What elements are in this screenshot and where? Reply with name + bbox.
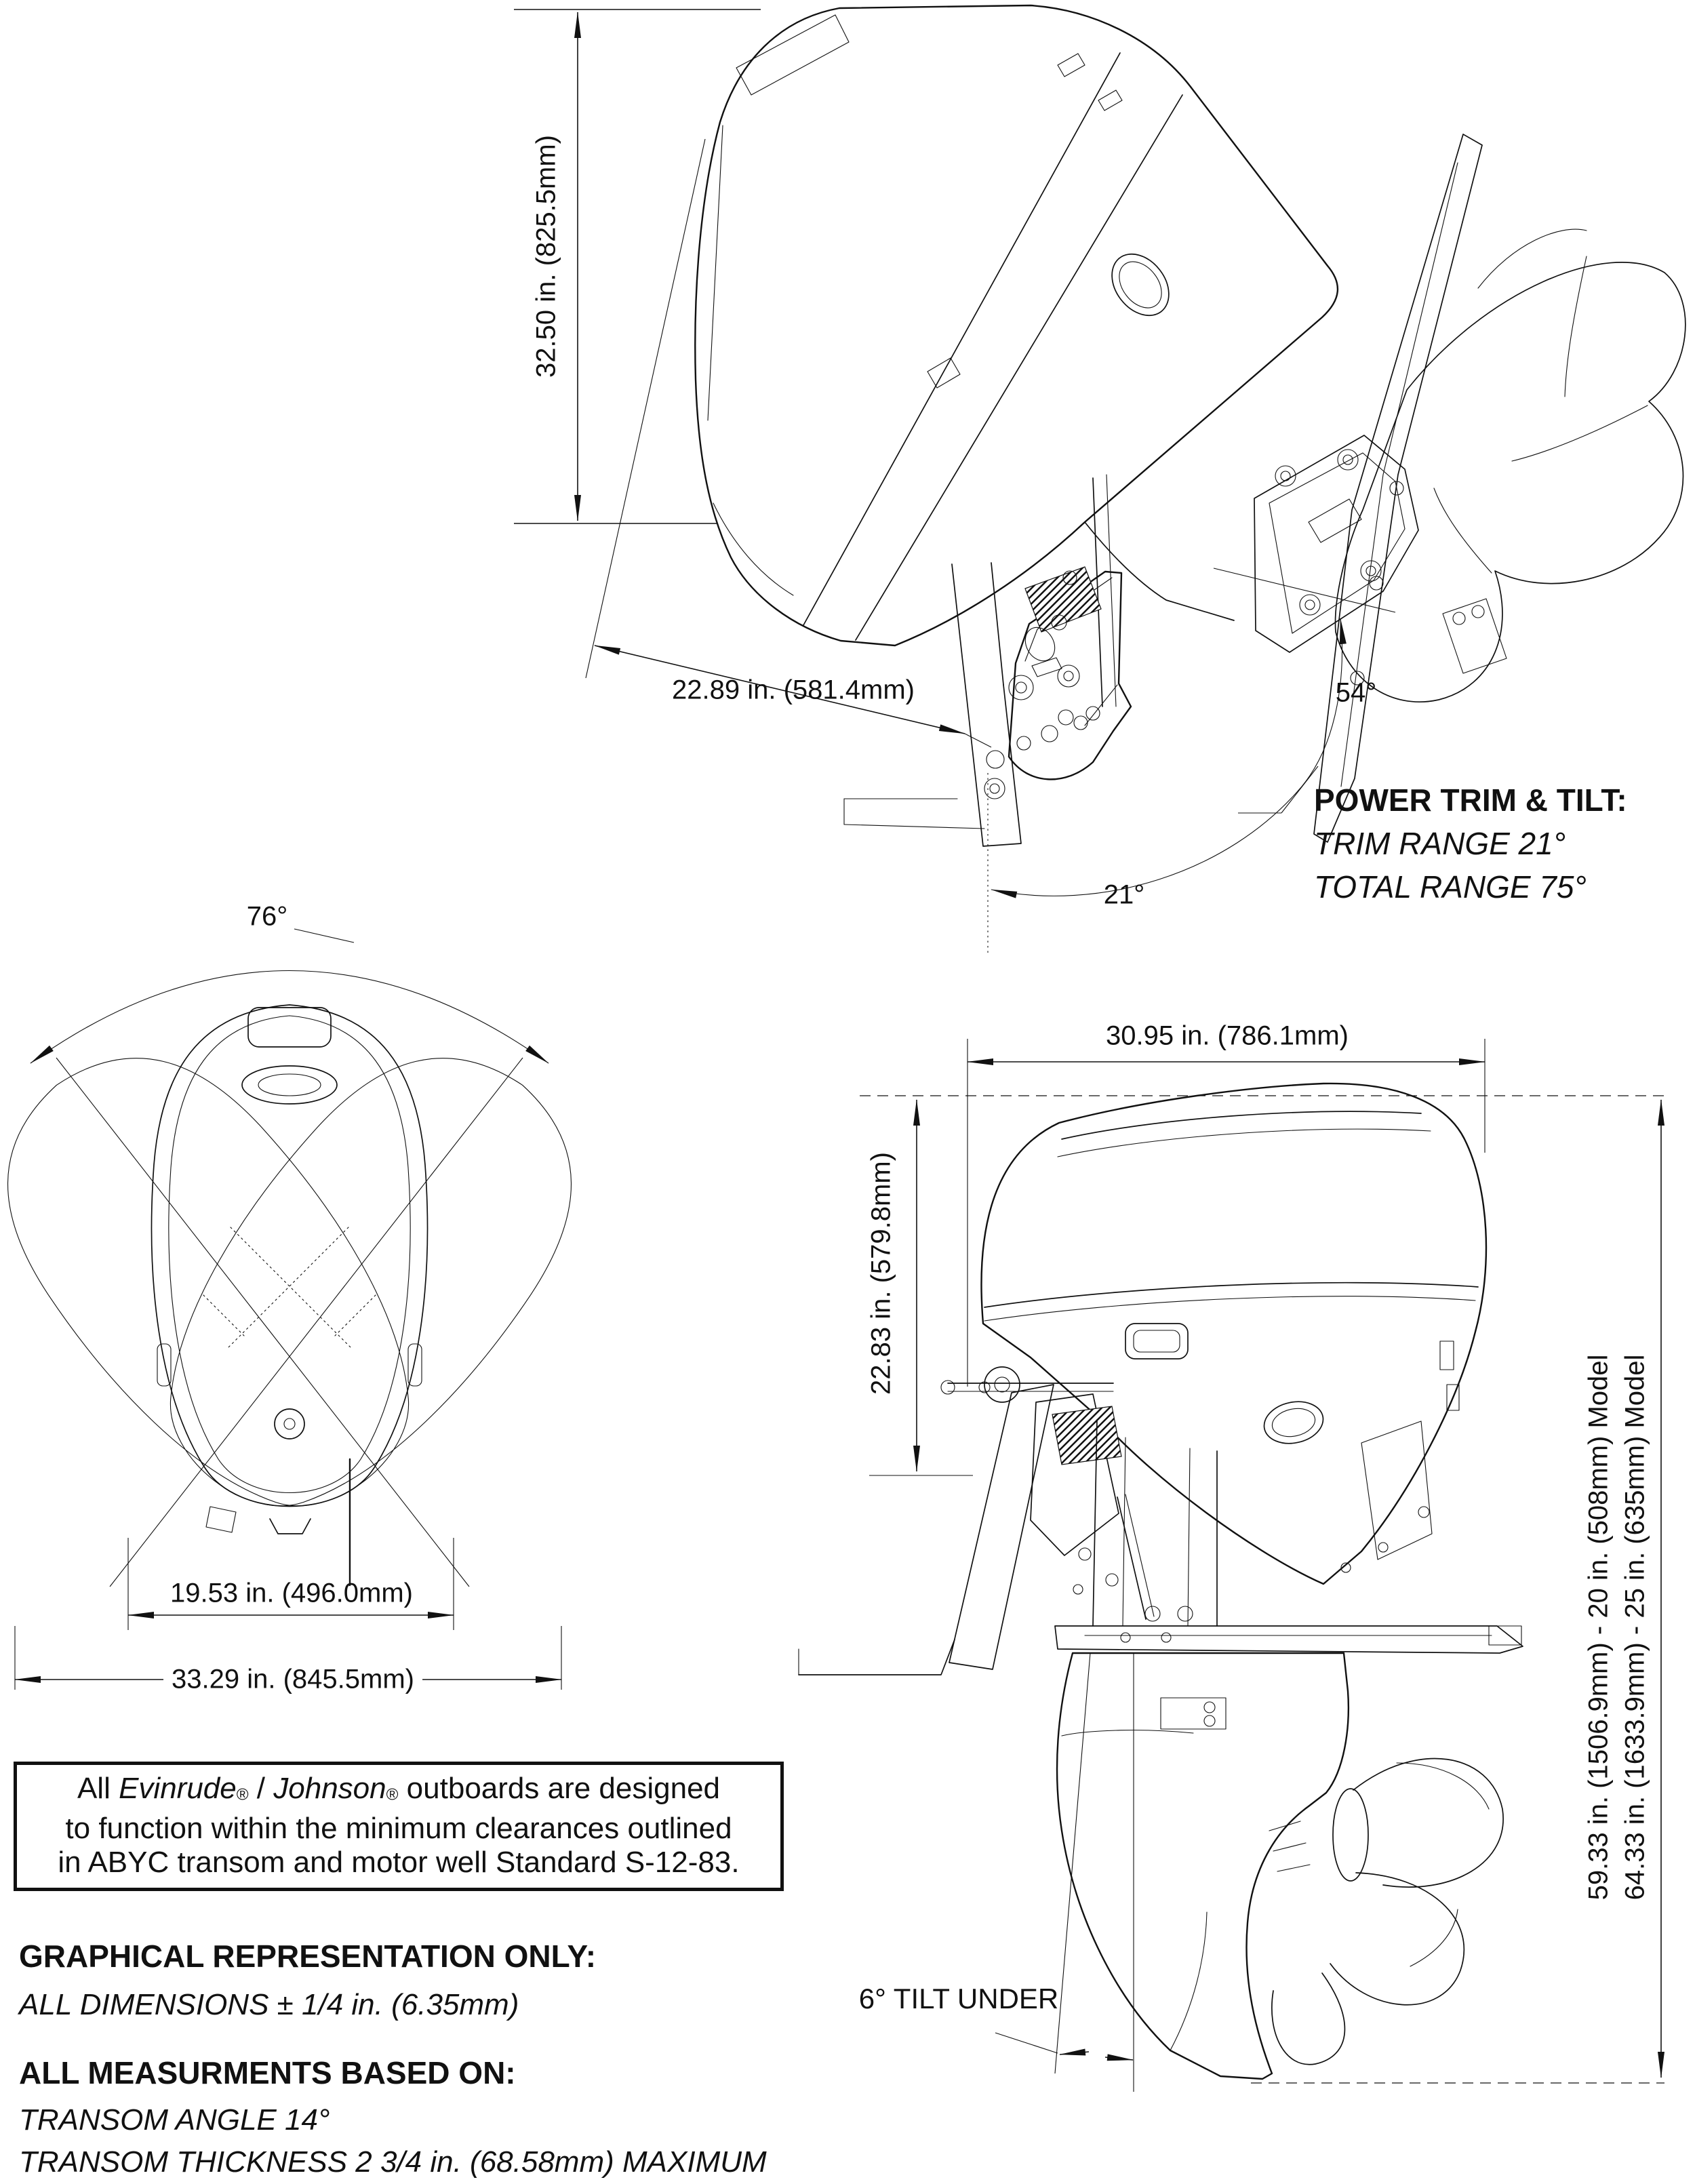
top-view-drawing bbox=[0, 929, 631, 1690]
abyc-note-box bbox=[14, 1762, 784, 1891]
abyc-note-line1: All Evinrude® / Johnson® outboards are designed bbox=[77, 1772, 721, 1805]
side-view-drawing bbox=[799, 1039, 1664, 2092]
tilted-height-dimension: 32.50 in. (825.5mm) bbox=[531, 135, 561, 378]
graphical-representation-title: GRAPHICAL REPRESENTATION ONLY: bbox=[19, 1939, 597, 1974]
measurements-based-on-title: ALL MEASURMENTS BASED ON: bbox=[19, 2055, 516, 2090]
power-trim-tilt-callout bbox=[1314, 778, 1627, 909]
trim-angle-label: 21° bbox=[1103, 879, 1145, 910]
tilt-angle-label: 54° bbox=[1335, 677, 1377, 708]
transom-angle-note: TRANSOM ANGLE 14° bbox=[19, 2103, 330, 2137]
registered-mark-icon: ® bbox=[236, 1785, 249, 1804]
abyc-note-line2: to function within the minimum clearances outlined bbox=[65, 1812, 732, 1846]
steering-angle-label: 76° bbox=[246, 901, 288, 932]
abyc-note-line3: in ABYC transom and motor well Standard S-12-83. bbox=[58, 1846, 740, 1880]
registered-mark-icon: ® bbox=[386, 1785, 399, 1804]
overall-height-20in-model: 59.33 in. (1506.9mm) - 20 in. (508mm) Model bbox=[1583, 1354, 1614, 1901]
callout-title: POWER TRIM & TILT: bbox=[1314, 782, 1627, 818]
tilt-under-label: 6° TILT UNDER bbox=[858, 1983, 1059, 2014]
dimensions-tolerance-note: ALL DIMENSIONS ± 1/4 in. (6.35mm) bbox=[19, 1988, 519, 2021]
transom-thickness-note: TRANSOM THICKNESS 2 3/4 in. (68.58mm) MAXIMUM bbox=[19, 2145, 767, 2179]
brand-johnson: Johnson bbox=[273, 1772, 386, 1805]
callout-total-range: TOTAL RANGE 75° bbox=[1314, 869, 1587, 905]
cowl-width-dimension: 19.53 in. (496.0mm) bbox=[170, 1578, 413, 1608]
overall-height-25in-model: 64.33 in. (1633.9mm) - 25 in. (635mm) Model bbox=[1620, 1354, 1650, 1901]
swing-width-dimension: 33.29 in. (845.5mm) bbox=[163, 1665, 422, 1695]
length-dimension: 30.95 in. (786.1mm) bbox=[1106, 1020, 1349, 1051]
callout-trim-range: TRIM RANGE 21° bbox=[1314, 826, 1566, 861]
brand-evinrude: Evinrude bbox=[119, 1772, 237, 1805]
setback-dimension: 22.89 in. (581.4mm) bbox=[672, 675, 915, 705]
transom-height-dimension: 22.83 in. (579.8mm) bbox=[866, 1152, 896, 1395]
